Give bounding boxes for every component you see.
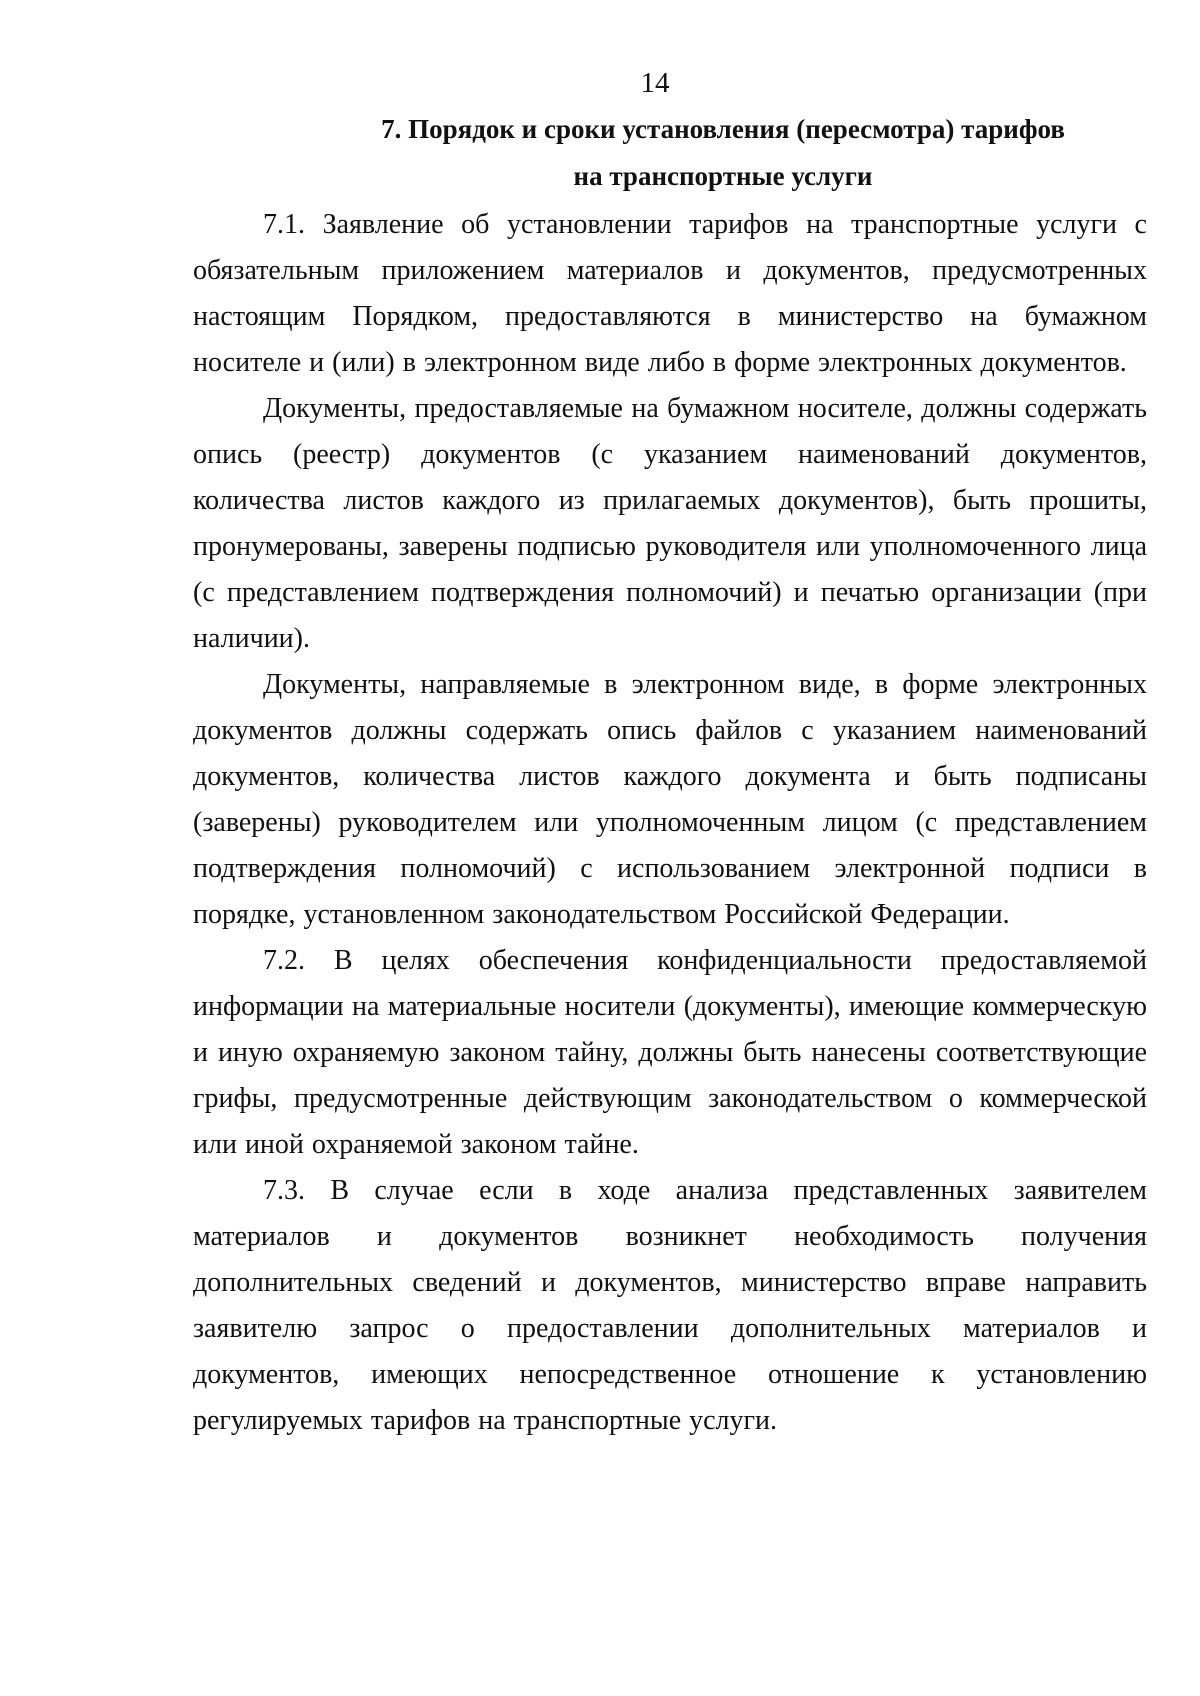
section-heading	[330, 106, 1116, 200]
paragraph-7-2: 7.2. В целях обеспечения конфиденциальности предоставляемой информации на материальные носители (документы), имеющие коммерческую и иную охраняемую законом тайну, должны быть нанесены соответствующие грифы, предусмотренные действующим законодательством о коммерческой или иной охраняемой законом тайне.	[193, 945, 1147, 1160]
paragraph-7-3: 7.3. В случае если в ходе анализа представленных заявителем материалов и документов возникнет необходимость получения дополнительных сведений и документов, министерство вправе направить заявителю запрос о предоставлении дополнительных материалов и документов, имеющих непосредственное отношение к установлению регулируемых тарифов на транспортные услуги.	[193, 1175, 1147, 1436]
paragraph-electronic-documents: Документы, направляемые в электронном виде, в форме электронных документов должны содержать опись файлов с указанием наименований документов, количества листов каждого документа и быть подписаны (заверены) руководителем или уполномоченным лицом (с представлением подтверждения полномочий) с использованием электронной подписи в порядке, установленном законодательством Российской Федерации.	[193, 669, 1147, 930]
paragraph-paper-documents: Документы, предоставляемые на бумажном носителе, должны содержать опись (реестр) документов (с указанием наименований документов, количества листов каждого из прилагаемых документов), быть прошиты, пронумерованы, заверены подписью руководителя или уполномоченного лица (с представлением подтверждения полномочий) и печатью организации (при наличии).	[193, 393, 1147, 654]
section-body	[193, 202, 1147, 1444]
paragraph-7-1: 7.1. Заявление об установлении тарифов на транспортные услуги с обязательным приложением материалов и документов, предусмотренных настоящим Порядком, предоставляются в министерство на бумажном носителе и (или) в электронном виде либо в форме электронных документов.	[193, 209, 1147, 378]
page-number: 14	[640, 67, 670, 99]
section-heading-line-1: 7. Порядок и сроки установления (пересмотра) тарифов	[381, 114, 1065, 144]
section-heading-line-2: на транспортные услуги	[573, 161, 873, 191]
